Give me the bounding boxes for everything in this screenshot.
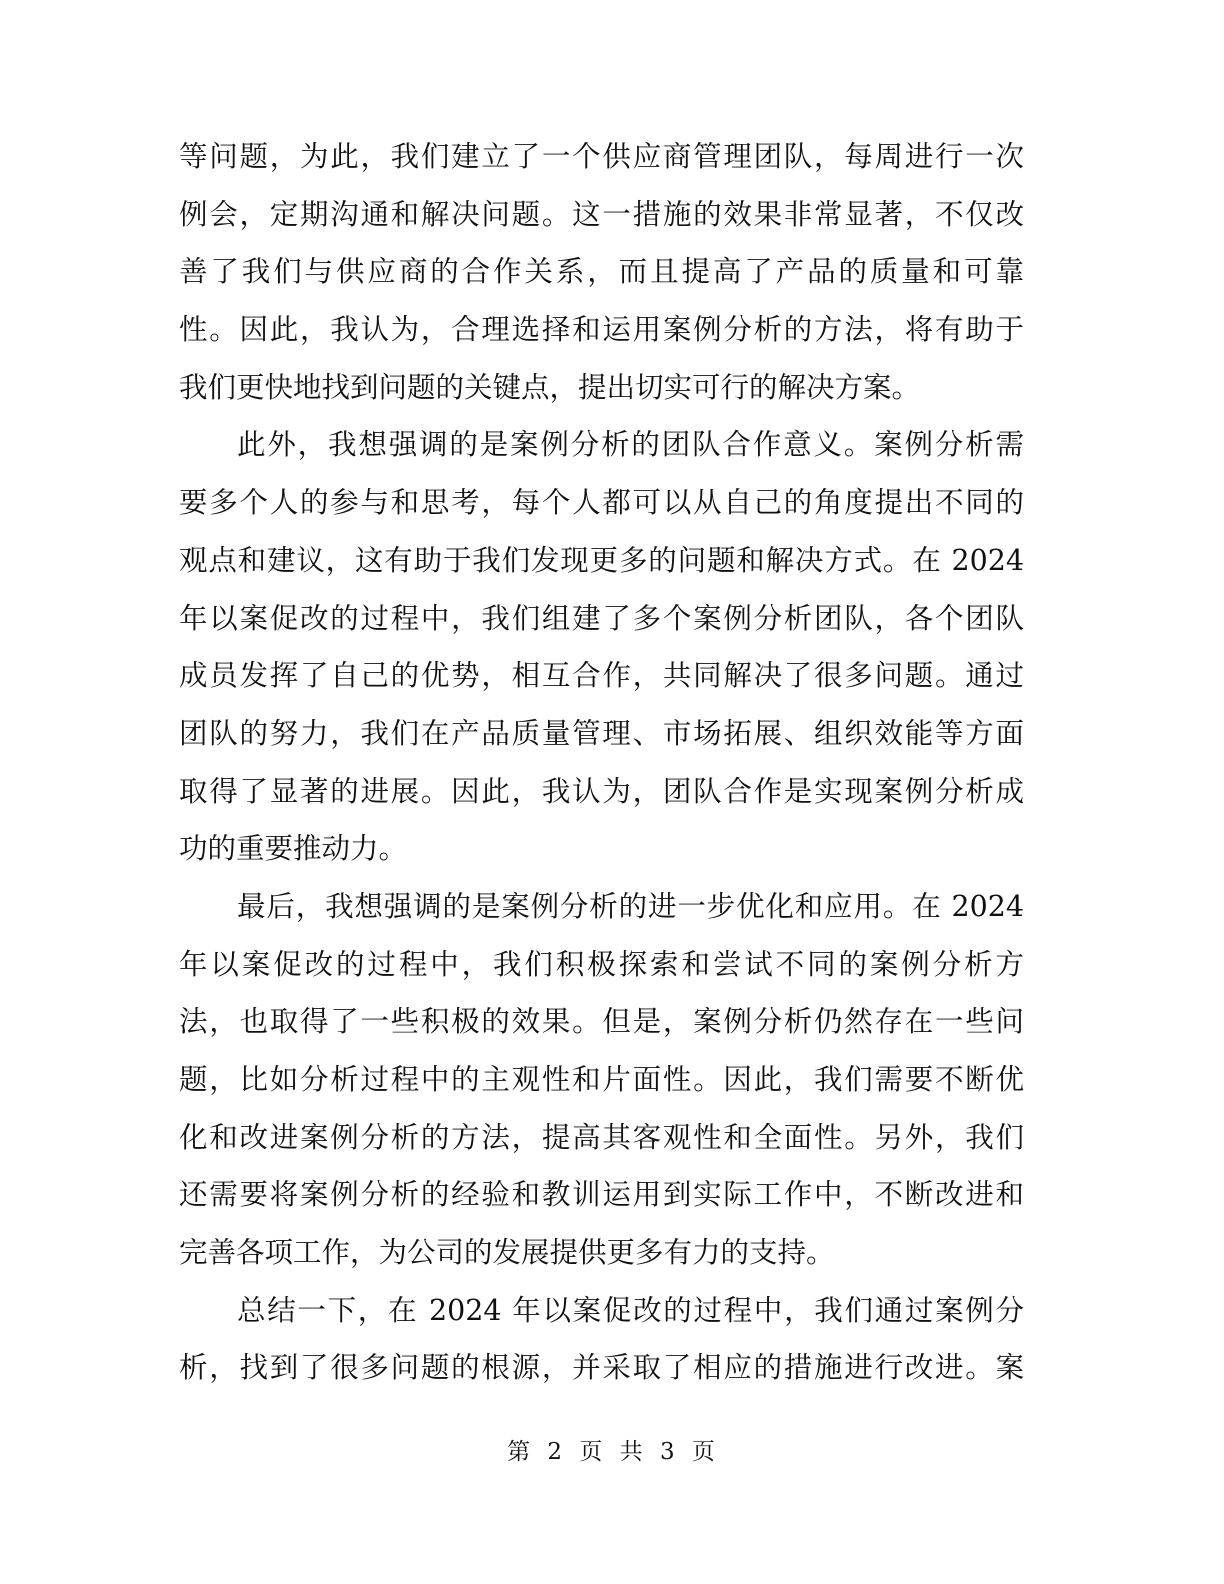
text-line: 完善各项工作，为公司的发展提供更多有力的支持。: [179, 1236, 835, 1270]
text-line: 法，也取得了一些积极的效果。但是，案例分析仍然存在一些问: [179, 1005, 1024, 1039]
paragraph-first-line: 此外，我想强调的是案例分析的团队合作意义。案例分析需: [237, 428, 1024, 462]
text-line: 等问题，为此，我们建立了一个供应商管理团队，每周进行一次: [179, 140, 1024, 173]
text-line: 成员发挥了自己的优势，相互合作，共同解决了很多问题。通过: [179, 659, 1024, 693]
text-line: 取得了显著的进展。因此，我认为，团队合作是实现案例分析成: [179, 774, 1024, 808]
text-line: 团队的努力，我们在产品质量管理、市场拓展、组织效能等方面: [179, 716, 1024, 750]
text-line: 功的重要推动力。: [179, 832, 408, 866]
text-line: 还需要将案例分析的经验和教训运用到实际工作中，不断改进和: [179, 1178, 1024, 1212]
text-line: 化和改进案例分析的方法，提高其客观性和全面性。另外，我们: [179, 1120, 1024, 1154]
document-body: [179, 128, 1024, 1397]
text-line: 年以案促改的过程中，我们组建了多个案例分析团队，各个团队: [179, 601, 1024, 635]
text-line: 例会，定期沟通和解决问题。这一措施的效果非常显著，不仅改: [179, 197, 1024, 231]
text-line: 性。因此，我认为，合理选择和运用案例分析的方法，将有助于: [179, 313, 1024, 347]
text-line: 要多个人的参与和思考，每个人都可以从自己的角度提出不同的: [179, 486, 1024, 520]
page-number-footer: 第 2 页 共 3 页: [507, 1439, 717, 1465]
text-line: 我们更快地找到问题的关键点，提出切实可行的解决方案。: [179, 370, 921, 404]
text-line: 年以案促改的过程中，我们积极探索和尝试不同的案例分析方: [179, 947, 1024, 981]
text-line: 析，找到了很多问题的根源，并采取了相应的措施进行改进。案: [179, 1351, 1024, 1385]
text-line: 善了我们与供应商的合作关系，而且提高了产品的质量和可靠: [179, 255, 1024, 289]
text-line: 题，比如分析过程中的主观性和片面性。因此，我们需要不断优: [179, 1063, 1024, 1096]
paragraph-first-line: 总结一下，在 2024 年以案促改的过程中，我们通过案例分: [237, 1293, 1024, 1327]
text-line: 观点和建议，这有助于我们发现更多的问题和解决方式。在 2024: [179, 543, 1024, 577]
paragraph-first-line: 最后，我想强调的是案例分析的进一步优化和应用。在 2024: [237, 889, 1024, 923]
